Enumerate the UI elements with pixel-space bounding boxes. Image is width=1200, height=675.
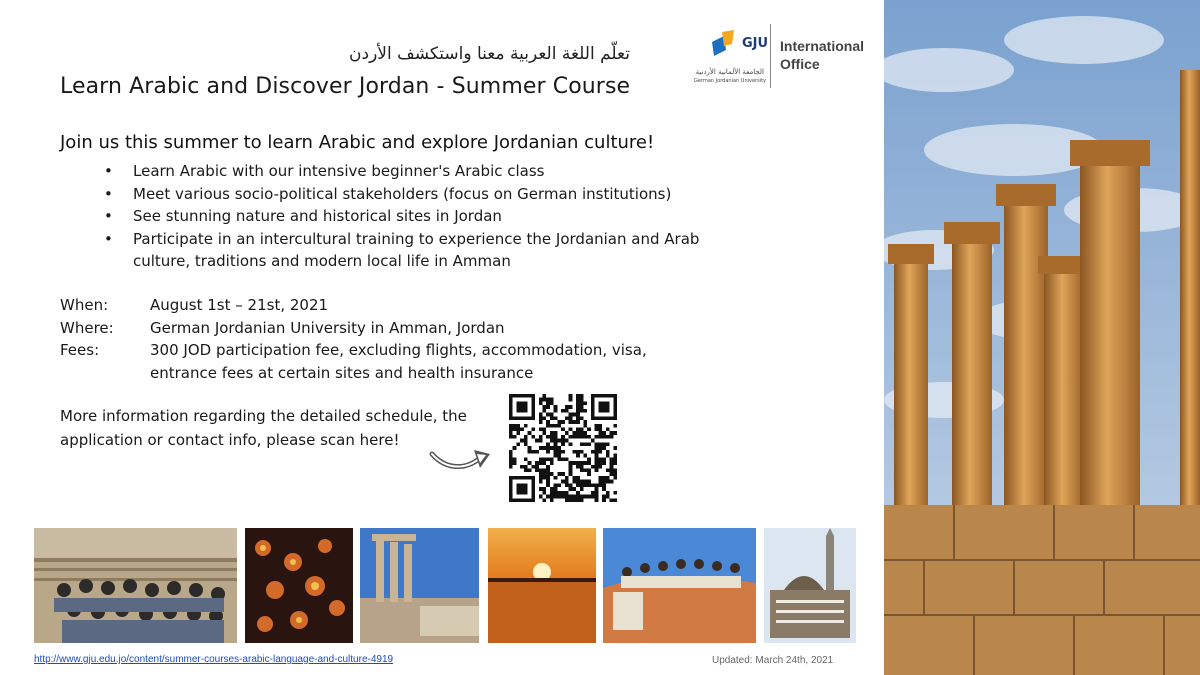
where-row xyxy=(60,317,670,340)
fees-row xyxy=(60,339,670,384)
intro-heading: Join us this summer to learn Arabic and explore Jordanian culture! xyxy=(60,132,655,153)
qr-finder-pattern xyxy=(516,483,527,494)
where-value: German Jordanian University in Amman, Jordan xyxy=(150,318,505,337)
photo-lanterns xyxy=(245,528,353,643)
photo-mosque xyxy=(764,528,856,643)
logo-abbr: GJU xyxy=(742,36,769,51)
qr-code[interactable] xyxy=(509,394,617,502)
international-office-label xyxy=(780,37,880,73)
photo-desert-group xyxy=(603,528,756,643)
when-value: August 1st – 21st, 2021 xyxy=(150,296,329,314)
when-label: When: xyxy=(60,296,109,314)
gju-logo-icon xyxy=(708,28,742,62)
bullet-item: • Participate in an intercultural training to experience the Jordanian and Arab culture, traditions and modern local life in Amman xyxy=(104,228,744,273)
office-line-1: International xyxy=(780,38,865,54)
where-label: Where: xyxy=(60,318,114,337)
bullet-item: • Meet various socio-political stakeholders (focus on German institutions) xyxy=(104,183,744,206)
photo-citadel xyxy=(360,528,479,643)
logo-divider xyxy=(770,24,771,88)
qr-finder-pattern xyxy=(516,401,527,412)
photo-jerash-columns xyxy=(884,0,1200,675)
logo-english-name: German Jordanian University xyxy=(694,78,766,84)
updated-date: Updated: March 24th, 2021 xyxy=(712,655,834,666)
bullet-item: • Learn Arabic with our intensive beginner's Arabic class xyxy=(104,160,744,183)
fees-label: Fees: xyxy=(60,341,100,359)
page-title: Learn Arabic and Discover Jordan - Summer Course xyxy=(60,74,631,99)
logo-arabic-name: الجامعة الألمانية الأردنية xyxy=(695,68,764,76)
course-link[interactable]: http://www.gju.edu.jo/content/summer-courses-arabic-language-and-culture-4919 xyxy=(34,654,394,665)
bullet-item: • See stunning nature and historical sites in Jordan xyxy=(104,205,744,228)
when-row xyxy=(60,294,670,317)
photo-group-theater xyxy=(34,528,237,643)
course-details xyxy=(60,294,670,384)
office-line-2: Office xyxy=(780,56,820,72)
bullet-list xyxy=(104,160,744,273)
photo-sunset xyxy=(488,528,596,643)
more-info-text: More information regarding the detailed schedule, the application or contact info, please scan here! xyxy=(60,407,467,449)
arabic-title: تعلّم اللغة العربية معنا واستكشف الأردن xyxy=(349,44,630,64)
qr-finder-pattern xyxy=(598,401,609,412)
curved-arrow-icon xyxy=(428,440,494,474)
fees-value: 300 JOD participation fee, excluding flights, accommodation, visa, entrance fees at certain sites and health insurance xyxy=(150,341,647,382)
gju-logo xyxy=(694,22,876,88)
